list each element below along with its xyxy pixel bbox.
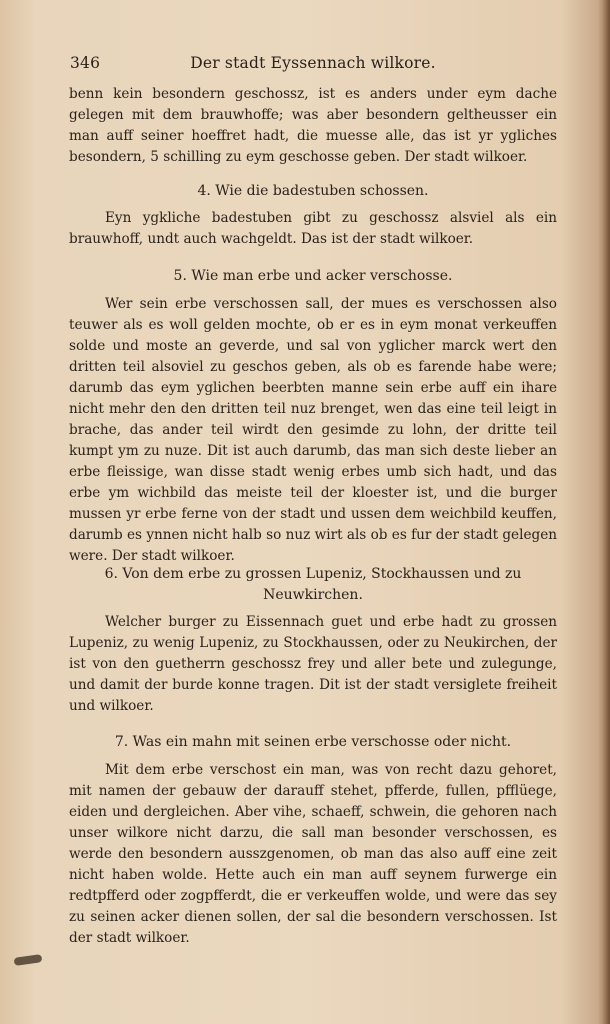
book-spine-edge [602, 0, 610, 1024]
section-6-heading-line2: Neuwkirchen. [263, 587, 363, 603]
section-6-heading [69, 564, 557, 606]
section-4-paragraph [69, 208, 557, 250]
section-5-paragraph [69, 294, 557, 567]
section-6-paragraph [69, 612, 557, 717]
ink-smudge [14, 954, 43, 966]
section-7-heading: 7. Was ein mahn mit seinen erbe verschosse oder nicht. [114, 734, 512, 750]
paragraph-text: Eyn ygkliche badestuben gibt zu geschossz alsviel als ein brauwhoff, undt auch wachgeldt. Das ist der stadt wilkoer. [69, 210, 557, 247]
page-number: 346 [70, 54, 101, 72]
section-5-heading: 5. Wie man erbe und acker verschosse. [173, 268, 453, 284]
paragraph-text: Wer sein erbe verschossen sall, der mues es verschossen also teuwer als es woll gelden mochte, ob er es in eym monat verkeuffen solde und moste an geverde, und sal von yglicher marck wert den dritten teil alsoviel zu geschos geben, als ob es farende habe were; darumb das eym yglichen beerbten manne sein erbe auff ein ihare nicht mehr den den dritten teil nuz brenget, wen das eine teil leigt in brache, das ander teil wirdt den gesimde zu lohn, der dritte teil kumpt ym zu nuze. Dit ist auch darumb, das man sich deste lieber an erbe fleissige, wan disse stadt wenig erbes umb sich hadt, und das erbe ym wichbild das meiste teil der kloester ist, und die burger mussen yr erbe ferne von der stadt und ussen dem weichbild keuffen, darumb es ynnen nicht halb so nuz wirt als ob es fur der stadt gelegen were. Der stadt wilkoer. [69, 296, 557, 564]
paragraph-text: Mit dem erbe verschost ein man, was von recht dazu gehoret, mit namen der gebauw der darauff stehet, pfferde, fullen, pfflüege, eiden und dergleichen. Aber vihe, schaeff, schwein, die gehoren nach unser wilkore nicht darzu, die sall man besonder verschossen, es werde den besondern ausszgenomen, ob man das also auff eine zeit nicht haben wolde. Hette auch ein man auff seynem furwerge ein redtpfferd oder zogpfferdt, die er verkeuffen wolde, und were das sey zu seinen acker dienen sollen, der sal die besondern verschossen. Ist der stadt wilkoer. [69, 762, 557, 946]
section-6-heading-line1: 6. Von dem erbe zu grossen Lupeniz, Stockhaussen und zu [104, 566, 522, 582]
paragraph-text: benn kein besondern geschossz, ist es anders under eym dache gelegen mit dem brauwhoffe; was aber besondern geltheusser ein man auff seiner hoeffret hadt, die muesse alle, das ist yr ygliches besondern, 5 schilling zu eym geschosse geben. Der stadt wilkoer. [69, 86, 557, 165]
intro-paragraph [69, 84, 557, 168]
paragraph-text: Welcher burger zu Eissennach guet und erbe hadt zu grossen Lupeniz, zu wenig Lupeniz, zu Stockhaussen, oder zu Neukirchen, der ist von den guetherrn geschossz frey und aller bete und zulegunge, und damit der burde konne tragen. Dit ist der stadt versiglete freiheit und wilkoer. [69, 614, 557, 714]
section-7-paragraph [69, 760, 557, 949]
section-4-heading: 4. Wie die badestuben schossen. [197, 183, 429, 199]
running-title: Der stadt Eyssennach wilkore. [190, 54, 436, 72]
